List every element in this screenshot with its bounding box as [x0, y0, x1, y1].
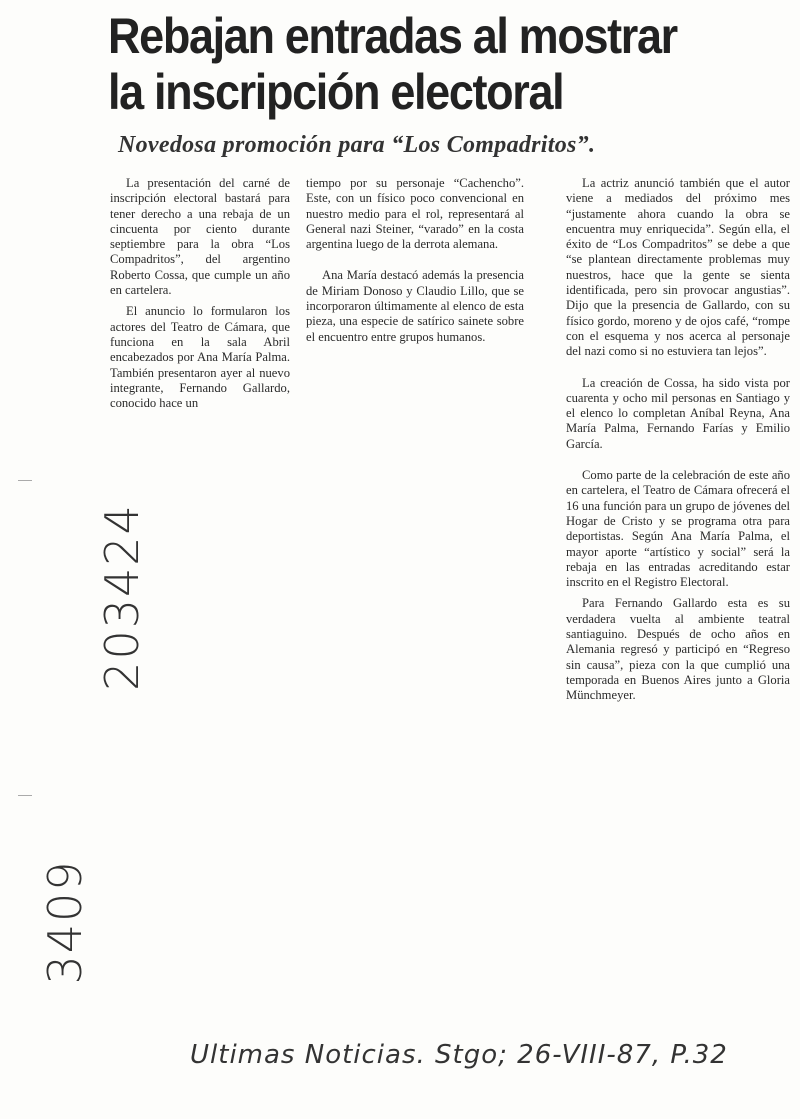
subtitle: Novedosa promoción para “Los Compadritos”. — [118, 132, 596, 158]
paragraph: Como parte de la celebración de este año en cartelera, el Teatro de Cámara ofrecerá el 16 una función para un grupo de jóvenes del Hogar de Cristo y se programa otra para deportistas. Según Ana María Palma, el mayor aporte “artístico y social” será la rebaja en las entradas acreditando estar inscrito en el Registro Electoral. — [566, 468, 790, 590]
paragraph: La actriz anunció también que el autor viene a mediados del próximo mes “justamente ahora cuando la obra se encuentra muy enriquecida”. Según ella, el éxito de “Los Compadritos” se debe a que “se plantean directamente problemas muy nuestros, hace que la gente se sienta identificada, pero sin provocar angustias”. Dijo que la presencia de Gallardo, con su físico gordo, moreno y de ojos café, “rompe con el esquema y nos acerca al personaje del nazi como si no estuviera tan lejos”. — [566, 176, 790, 359]
handwritten-folder-number: 3409 — [38, 859, 92, 985]
article-column-2 — [306, 176, 524, 351]
article-column-1 — [110, 176, 290, 417]
paragraph: El anuncio lo formularon los actores del Teatro de Cámara, que funciona en la sala Abril encabezados por Ana María Palma. También presentaron ayer al nuevo integrante, Fernando Gallardo, conocido hace un — [110, 304, 290, 411]
article-column-3 — [566, 176, 790, 710]
headline: Rebajan entradas al mostrar la inscripción electoral — [108, 8, 677, 120]
paragraph: La creación de Cossa, ha sido vista por cuarenta y ocho mil personas en Santiago y el elenco lo completan Aníbal Reyna, Ana María Palma, Fernando Farías y Emilio García. — [566, 375, 790, 451]
handwritten-source-note: Ultimas Noticias. Stgo; 26-VIII-87, P.32 — [190, 1040, 728, 1070]
handwritten-catalog-number: 203424 — [95, 503, 149, 691]
margin-mark — [18, 480, 32, 481]
paragraph: La presentación del carné de inscripción electoral bastará para tener derecho a una rebaja de un cincuenta por ciento durante septiembre para la obra “Los Compadritos”, del argentino Roberto Cossa, que cumple un año en cartelera. — [110, 176, 290, 298]
paragraph: Para Fernando Gallardo esta es su verdadera vuelta al ambiente teatral santiaguino. Después de ocho años en Alemania regresó y participó en “Regreso sin causa”, pieza con la que cumplió una temporada en Buenos Aires junto a Gloria Münchmeyer. — [566, 596, 790, 703]
margin-mark — [18, 795, 32, 796]
paragraph: Ana María destacó además la presencia de Miriam Donoso y Claudio Lillo, que se incorporaron últimamente al elenco de esta pieza, una especie de satírico sainete sobre el encuentro entre grupos humanos. — [306, 268, 524, 344]
paragraph: tiempo por su personaje “Cachencho”. Este, con un físico poco convencional en nuestro medio para el rol, representará al General nazi Steiner, “varado” en la costa argentina luego de la derrota alemana. — [306, 176, 524, 252]
